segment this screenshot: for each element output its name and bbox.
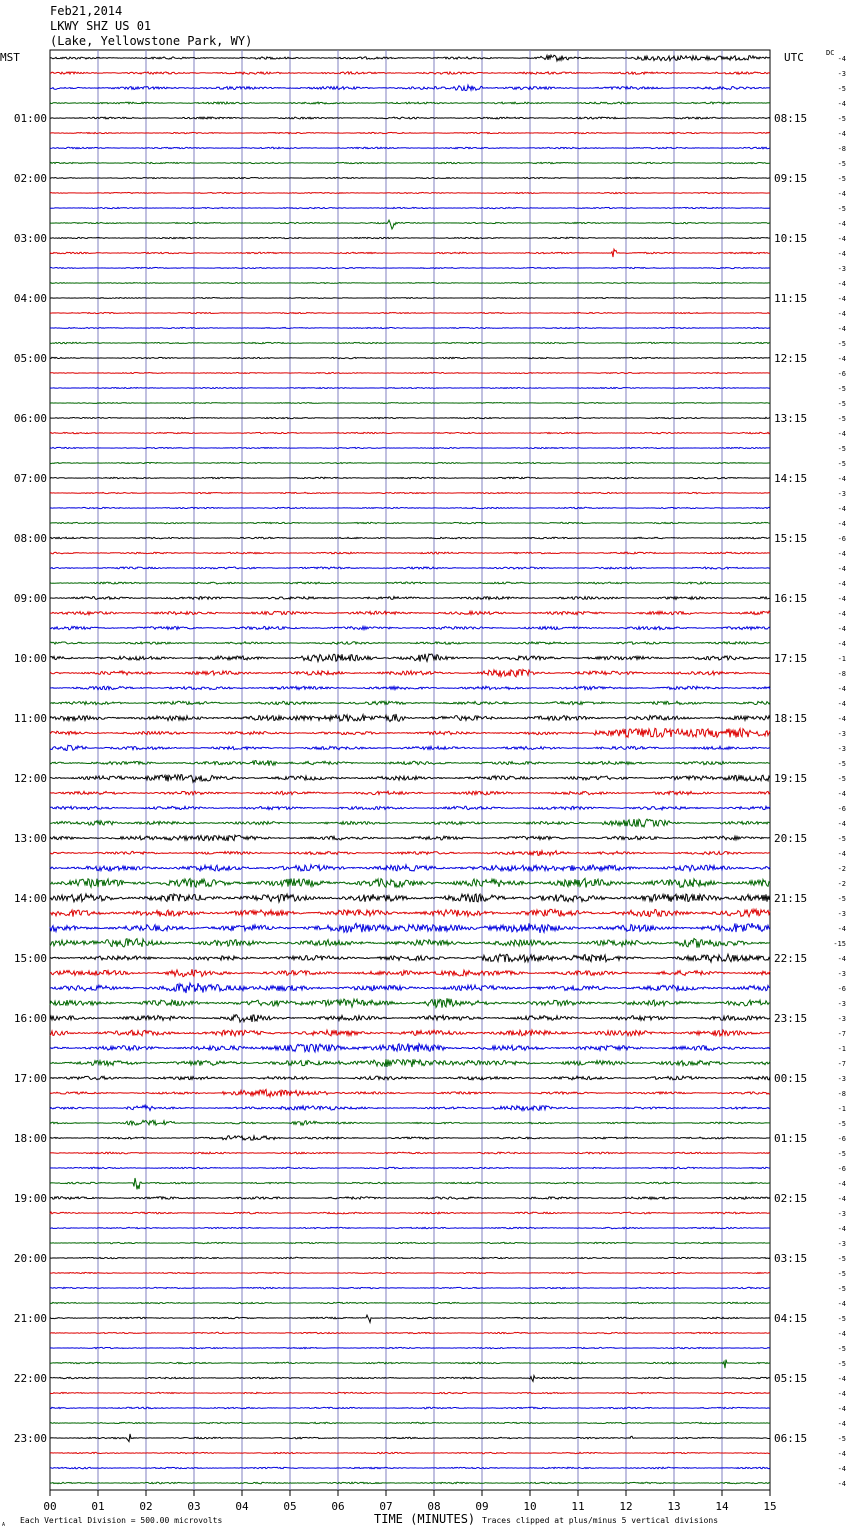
- dc-offset-label: -4: [837, 850, 846, 858]
- right-hour-label: 11:15: [774, 292, 808, 305]
- dc-offset-label: -4: [837, 955, 846, 963]
- x-tick-label: 06: [331, 1500, 345, 1513]
- left-hour-label: 23:00: [13, 1432, 47, 1445]
- right-time-labels: [774, 112, 807, 1445]
- right-hour-label: 06:15: [774, 1432, 808, 1445]
- left-hour-label: 15:00: [13, 952, 47, 965]
- x-tick-label: 05: [283, 1500, 297, 1513]
- dc-offset-label: -4: [837, 1420, 846, 1428]
- dc-offset-label: -3: [837, 265, 846, 273]
- dc-offset-label: -4: [837, 1375, 846, 1383]
- dc-offset-label: -8: [837, 145, 846, 153]
- x-tick-label: 07: [379, 1500, 393, 1513]
- left-hour-label: 13:00: [13, 832, 47, 845]
- x-tick-label: 13: [667, 1500, 681, 1513]
- dc-offset-label: -4: [837, 715, 846, 723]
- right-hour-label: 16:15: [774, 592, 808, 605]
- left-hour-label: 19:00: [13, 1192, 47, 1205]
- left-time-labels: [14, 112, 47, 1445]
- dc-offset-label: -4: [837, 310, 846, 318]
- dc-offset-label: -4: [837, 220, 846, 228]
- dc-offset-label: -4: [837, 790, 846, 798]
- dc-offset-label: -6: [837, 1165, 846, 1173]
- station-code: LKWY SHZ US 01: [50, 19, 152, 33]
- plot-frame: [50, 50, 770, 1490]
- x-axis-title: TIME (MINUTES): [374, 1512, 476, 1526]
- dc-offset-label: -3: [837, 1240, 846, 1248]
- left-hour-label: 10:00: [13, 652, 47, 665]
- left-hour-label: 01:00: [13, 112, 47, 125]
- dc-offset-label: -5: [837, 1255, 846, 1263]
- dc-offset-label: -2: [837, 880, 846, 888]
- dc-offset-label: -1: [837, 1045, 846, 1053]
- scale-note: Each Vertical Division = 500.00 microvolts: [20, 1516, 223, 1525]
- right-hour-label: 19:15: [774, 772, 808, 785]
- right-hour-label: 12:15: [774, 352, 808, 365]
- left-hour-label: 08:00: [13, 532, 47, 545]
- dc-offset-label: -3: [837, 1210, 846, 1218]
- right-hour-label: 00:15: [774, 1072, 808, 1085]
- dc-offset-label: -4: [837, 505, 846, 513]
- dc-offset-label: -6: [837, 535, 846, 543]
- right-hour-label: 17:15: [774, 652, 808, 665]
- dc-offset-label: -8: [837, 670, 846, 678]
- right-timezone-label: UTC: [784, 51, 804, 64]
- left-timezone-label: MST: [0, 51, 20, 64]
- dc-offset-label: -5: [837, 1150, 846, 1158]
- dc-offset-label: -4: [837, 820, 846, 828]
- left-hour-label: 03:00: [13, 232, 47, 245]
- left-hour-label: 12:00: [13, 772, 47, 785]
- dc-offset-label: -5: [837, 835, 846, 843]
- dc-offset-label: -5: [837, 760, 846, 768]
- dc-offset-label: -3: [837, 910, 846, 918]
- dc-offset-label: -6: [837, 370, 846, 378]
- right-hour-label: 10:15: [774, 232, 808, 245]
- dc-offset-label: -1: [837, 1105, 846, 1113]
- dc-offset-label: -4: [837, 1450, 846, 1458]
- x-tick-label: 11: [571, 1500, 585, 1513]
- right-hour-label: 15:15: [774, 532, 808, 545]
- dc-offset-label: -4: [837, 1195, 846, 1203]
- dc-offset-label: -4: [837, 1390, 846, 1398]
- x-tick-label: 02: [139, 1500, 153, 1513]
- right-hour-label: 01:15: [774, 1132, 808, 1145]
- dc-offset-label: -5: [837, 1435, 846, 1443]
- dc-offset-label: -4: [837, 700, 846, 708]
- dc-offset-label: -2: [837, 865, 846, 873]
- dc-offset-label: -6: [837, 805, 846, 813]
- right-hour-label: 20:15: [774, 832, 808, 845]
- dc-offset-label: -4: [837, 610, 846, 618]
- trace-row: [50, 387, 770, 388]
- x-tick-label: 10: [523, 1500, 537, 1513]
- x-tick-label: 12: [619, 1500, 633, 1513]
- dc-offset-label: -3: [837, 1015, 846, 1023]
- dc-offset-label: -4: [837, 1480, 846, 1488]
- record-date: Feb21,2014: [50, 4, 123, 18]
- right-hour-label: 18:15: [774, 712, 808, 725]
- dc-offset-label: -4: [837, 235, 846, 243]
- x-tick-label: 04: [235, 1500, 249, 1513]
- right-hour-label: 23:15: [774, 1012, 808, 1025]
- dc-offset-label: -3: [837, 1075, 846, 1083]
- dc-offset-label: -3: [837, 970, 846, 978]
- dc-offset-label: -4: [837, 355, 846, 363]
- dc-offset-label: -7: [837, 1060, 846, 1068]
- dc-offset-label: -5: [837, 775, 846, 783]
- left-hour-label: 21:00: [13, 1312, 47, 1325]
- dc-offset-label: -5: [837, 460, 846, 468]
- footer-mark: A: [2, 1522, 6, 1528]
- dc-offset-label: -4: [837, 1225, 846, 1233]
- dc-offset-label: -5: [837, 1285, 846, 1293]
- left-hour-label: 14:00: [13, 892, 47, 905]
- dc-offset-label: -3: [837, 730, 846, 738]
- dc-offset-label: -4: [837, 1330, 846, 1338]
- right-hour-label: 09:15: [774, 172, 808, 185]
- right-hour-label: 21:15: [774, 892, 808, 905]
- right-hour-label: 04:15: [774, 1312, 808, 1325]
- dc-offset-label: -4: [837, 190, 846, 198]
- dc-offset-label: -4: [837, 925, 846, 933]
- right-hour-label: 05:15: [774, 1372, 808, 1385]
- right-hour-label: 13:15: [774, 412, 808, 425]
- left-hour-label: 20:00: [13, 1252, 47, 1265]
- dc-offset-label: -7: [837, 1030, 846, 1038]
- dc-offset-label: -6: [837, 985, 846, 993]
- right-hour-label: 03:15: [774, 1252, 808, 1265]
- dc-offset-label: -1: [837, 655, 846, 663]
- dc-offset-label: -5: [837, 1315, 846, 1323]
- left-hour-label: 11:00: [13, 712, 47, 725]
- dc-offset-label: -5: [837, 385, 846, 393]
- dc-offset-label: -4: [837, 580, 846, 588]
- left-hour-label: 05:00: [13, 352, 47, 365]
- dc-offset-label: -4: [837, 640, 846, 648]
- dc-offset-label: -5: [837, 340, 846, 348]
- x-tick-label: 09: [475, 1500, 489, 1513]
- dc-offset-label: -5: [837, 175, 846, 183]
- right-hour-label: 08:15: [774, 112, 808, 125]
- left-hour-label: 22:00: [13, 1372, 47, 1385]
- dc-offset-label: -5: [837, 415, 846, 423]
- dc-offset-label: -5: [837, 1270, 846, 1278]
- dc-offset-label: -5: [837, 445, 846, 453]
- dc-offset-label: -5: [837, 205, 846, 213]
- x-tick-label: 08: [427, 1500, 441, 1513]
- left-hour-label: 02:00: [13, 172, 47, 185]
- left-hour-label: 07:00: [13, 472, 47, 485]
- x-axis-ticks: [43, 1490, 776, 1513]
- x-tick-label: 15: [763, 1500, 777, 1513]
- left-hour-label: 04:00: [13, 292, 47, 305]
- dc-offset-label: -5: [837, 400, 846, 408]
- dc-offset-label: -4: [837, 475, 846, 483]
- dc-offset-label: -4: [837, 565, 846, 573]
- dc-offset-label: -4: [837, 430, 846, 438]
- dc-offset-label: -5: [837, 1345, 846, 1353]
- dc-offset-label: -4: [837, 520, 846, 528]
- left-hour-label: 09:00: [13, 592, 47, 605]
- x-tick-label: 14: [715, 1500, 729, 1513]
- dc-offset-label: -8: [837, 1090, 846, 1098]
- dc-offset-label: -4: [837, 325, 846, 333]
- dc-offset-label: -4: [837, 1405, 846, 1413]
- dc-offset-label: -4: [837, 550, 846, 558]
- left-hour-label: 16:00: [13, 1012, 47, 1025]
- dc-offset-label: -3: [837, 490, 846, 498]
- dc-offset-labels: [833, 55, 846, 1488]
- dc-offset-label: -5: [837, 895, 846, 903]
- left-hour-label: 18:00: [13, 1132, 47, 1145]
- dc-offset-label: -4: [837, 100, 846, 108]
- dc-offset-label: -4: [837, 685, 846, 693]
- station-location: (Lake, Yellowstone Park, WY): [50, 34, 253, 48]
- dc-offset-label: -4: [837, 55, 846, 63]
- dc-offset-label: -4: [837, 130, 846, 138]
- right-hour-label: 14:15: [774, 472, 808, 485]
- dc-offset-label: -5: [837, 115, 846, 123]
- dc-offset-label: -4: [837, 1300, 846, 1308]
- dc-offset-label: -3: [837, 745, 846, 753]
- right-hour-label: 22:15: [774, 952, 808, 965]
- dc-label: DC: [826, 49, 835, 57]
- right-hour-label: 02:15: [774, 1192, 808, 1205]
- dc-offset-label: -4: [837, 280, 846, 288]
- dc-offset-label: -4: [837, 625, 846, 633]
- x-tick-label: 01: [91, 1500, 105, 1513]
- dc-offset-label: -15: [833, 940, 846, 948]
- clip-note: Traces clipped at plus/minus 5 vertical divisions: [482, 1516, 719, 1525]
- dc-offset-label: -5: [837, 1360, 846, 1368]
- dc-offset-label: -5: [837, 85, 846, 93]
- left-hour-label: 17:00: [13, 1072, 47, 1085]
- dc-offset-label: -3: [837, 70, 846, 78]
- dc-offset-label: -5: [837, 1120, 846, 1128]
- dc-offset-label: -4: [837, 1180, 846, 1188]
- dc-offset-label: -5: [837, 160, 846, 168]
- dc-offset-label: -4: [837, 1465, 846, 1473]
- left-hour-label: 06:00: [13, 412, 47, 425]
- x-tick-label: 03: [187, 1500, 201, 1513]
- dc-offset-label: -4: [837, 250, 846, 258]
- dc-offset-label: -4: [837, 595, 846, 603]
- x-tick-label: 00: [43, 1500, 57, 1513]
- dc-offset-label: -6: [837, 1135, 846, 1143]
- trace-row: [50, 267, 770, 268]
- dc-offset-label: -4: [837, 295, 846, 303]
- dc-offset-label: -3: [837, 1000, 846, 1008]
